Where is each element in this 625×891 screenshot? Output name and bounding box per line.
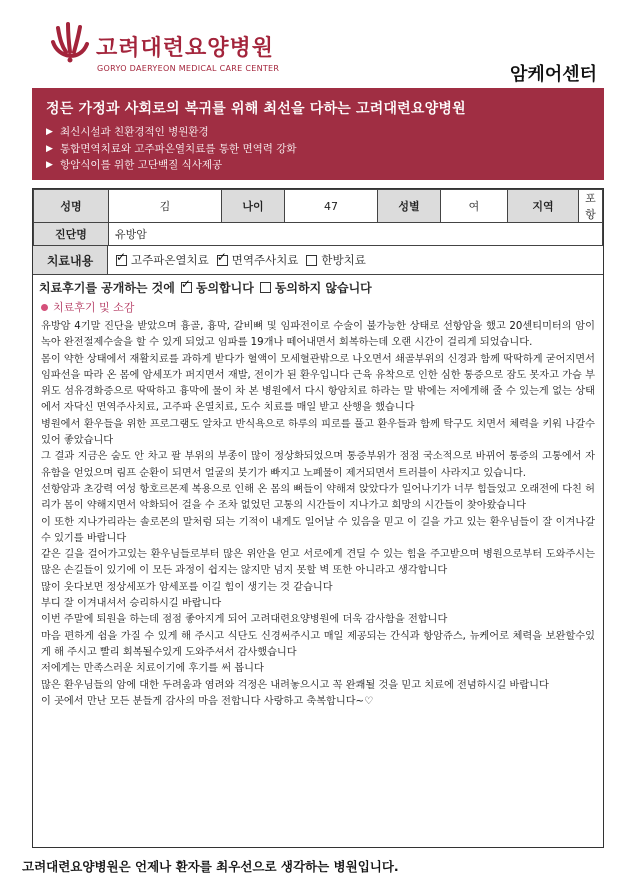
- hand-logo-icon: [50, 22, 90, 64]
- checkbox-checked-icon[interactable]: [116, 255, 127, 266]
- review-paragraph: 그 결과 지금은 숨도 안 차고 팔 부위의 부종이 많이 정상화되었으며 통증부위가 점점 국소적으로 바뀌어 통증의 고통에서 자유함을 얻었으며 림프 순환이 되면서 얼굴의 붓기가 빠지고 노폐물이 제거되면서 트러블이 사라지고 있습니다.: [41, 451, 595, 479]
- checkbox-checked-icon[interactable]: [181, 282, 192, 293]
- treatment-option-oriental-medicine[interactable]: 한방치료: [306, 252, 365, 268]
- consent-label: 치료후기를 공개하는 것에: [39, 280, 175, 295]
- review-paragraph: 마음 편하게 쉼을 가질 수 있게 해 주시고 식단도 신경써주시고 매일 제공되는 간식과 항암쥬스, 뉴케어로 체력을 보완할수있게 해 주시고 빨리 회복될수있게 도와주셔서 감사했습니다: [41, 630, 595, 658]
- triangle-arrow-icon: ▶: [46, 160, 53, 170]
- region-label: 지역: [508, 190, 579, 223]
- diagnosis-label: 진단명: [34, 223, 109, 246]
- triangle-arrow-icon: ▶: [46, 143, 53, 154]
- review-paragraph: 이 또한 지나가리라는 솔로몬의 말처럼 되는 기적이 내게도 일어날 수 있음을 믿고 이 길을 가고 있는 환우님들이 잘 이겨나갈수 있기를 바랍니다: [41, 516, 595, 544]
- consent-yes-option[interactable]: ✓ 동의합니다: [181, 279, 254, 296]
- checkbox-empty-icon[interactable]: [306, 255, 317, 266]
- review-paragraph: 선항암과 초강력 여성 항호르몬제 복용으로 인해 온 몸의 뼈들이 약해져 앉았다가 일어나기가 너무 힘들었고 오래전에 다친 허리가 몸이 약해지면서 악화되어 걸을 수 조차 없었던 고통의 시간들이 지나가고 희망의 시간들이 찾아왔습니다: [41, 483, 595, 512]
- name-value: 김: [109, 190, 222, 223]
- review-paragraph: 몸이 약한 상태에서 재활치료를 과하게 받다가 혈액이 모세혈관밖으로 나오면서 쇄골부위의 신경과 함께 딱딱하게 굳어지면서 임파선을 따라 온 몸에 암세포가 퍼지면서 재발, 전이가 된 환우입니다 근육 유착으로 인한 심한 통증으로 잠도 못자고 가슴 부위도 섬유경화증으로 딱딱하고 흉막에 물이 차 본 병원에서 다시 항암치료 하라는 말 밖에는 저에게해 줄 수 있는게 없는 상태에서 자닥신 면역주사치료, 고주파 온열치료, 도수 치료를 매일 받고 산행을 했습니다: [41, 353, 595, 414]
- treatment-row: [33, 246, 603, 275]
- review-section-title: 치료후기 및 소감: [33, 299, 603, 315]
- region-value: 포항: [579, 190, 603, 223]
- patient-info-table: [33, 189, 603, 246]
- treatment-option-immune-injection[interactable]: ✓ 면역주사치료: [217, 252, 299, 268]
- age-label: 나이: [222, 190, 285, 223]
- review-paragraph: 같은 길을 걸어가고있는 환우님들로부터 많은 위안을 얻고 서로에게 견딜 수 있는 힘을 주고받으며 병원으로부터 도와주시는 많은 손길들이 있기에 이 모든 과정이 쉽지는 않지만 넘지 못할 벽 또한 아니라고 생각합니다: [41, 549, 595, 577]
- review-paragraph: 부디 잘 이겨내셔서 승리하시길 바랍니다: [41, 598, 222, 610]
- treatment-option-hyperthermia[interactable]: ✓ 고주파온열치료: [116, 252, 209, 268]
- review-paragraph: 이 곳에서 만난 모든 분들게 감사의 마음 전합니다 사랑하고 축복합니다~♡: [41, 695, 374, 707]
- banner-feature-item: ▶ 항암식이를 위한 고단백질 식사제공: [46, 157, 590, 174]
- banner-feature-list: [46, 124, 590, 174]
- banner-feature-item: ▶ 최신시설과 친환경적인 병원환경: [46, 124, 590, 141]
- banner-title: 정든 가정과 사회로의 복귀를 위해 최선을 다하는 고려대련요양병원: [46, 101, 466, 117]
- review-paragraph: 병원에서 환우들을 위한 프로그램도 알차고 반식욕으로 하루의 피로를 풀고 환우들과 함께 탁구도 치면서 체력을 키워 나갈수 있어 좋았습니다: [41, 418, 595, 447]
- footer-slogan: 고려대련요양병원은 언제나 환자를 최우선으로 생각하는 병원입니다.: [22, 859, 399, 874]
- center-name: 암케어센터: [510, 64, 597, 85]
- treatment-label: 치료내용: [33, 246, 108, 274]
- consent-row: [33, 275, 603, 299]
- sex-label: 성별: [378, 190, 441, 223]
- review-paragraph: 많은 환우님들의 암에 대한 두려움과 염려와 걱정은 내려놓으시고 꼭 완쾌될 것을 믿고 치료에 전념하시길 바랍니다: [41, 679, 549, 691]
- review-paragraph: 이번 주말에 퇴원을 하는데 점점 좋아지게 되어 고려대련요양병원에 더욱 감사함을 전합니다: [41, 614, 448, 626]
- consent-no-option[interactable]: 동의하지 않습니다: [260, 279, 372, 296]
- review-paragraph: 저에게는 만족스러운 치료이기에 후기를 써 봅니다: [41, 663, 264, 675]
- page-header: [0, 0, 625, 92]
- name-label: 성명: [34, 190, 109, 223]
- sex-value: 여: [441, 190, 508, 223]
- checkbox-checked-icon[interactable]: [217, 255, 228, 266]
- review-story: [33, 315, 603, 710]
- intro-banner: [32, 88, 604, 180]
- review-paragraph: 많이 웃다보면 정상세포가 암세포를 이길 힘이 생기는 것 같습니다: [41, 581, 333, 593]
- checkbox-empty-icon[interactable]: [260, 282, 271, 293]
- review-form: [32, 188, 604, 848]
- hospital-logo-subtitle: GORYO DAERYEON MEDICAL CARE CENTER: [97, 64, 280, 73]
- bullet-dot-icon: [41, 304, 48, 311]
- review-paragraph: 유방암 4기말 진단을 받았으며 흉골, 흉막, 갈비뼈 및 임파전이로 수술이 불가능한 상태로 선항암을 했고 20센티미터의 암이 녹아 완전절제수술을 할 수 있게 되었고 임파를 19개나 떼어내면서 회복하는데 오랜 시간이 걸리게 되었습니다.: [41, 321, 595, 349]
- diagnosis-value: 유방암: [109, 223, 603, 246]
- banner-feature-item: ▶ 통합면역치료와 고주파온열치료를 통한 면역력 강화: [46, 141, 590, 158]
- age-value: 47: [285, 190, 378, 223]
- hospital-logo-name: 고려대련요양병원: [96, 36, 275, 61]
- triangle-arrow-icon: ▶: [46, 127, 53, 137]
